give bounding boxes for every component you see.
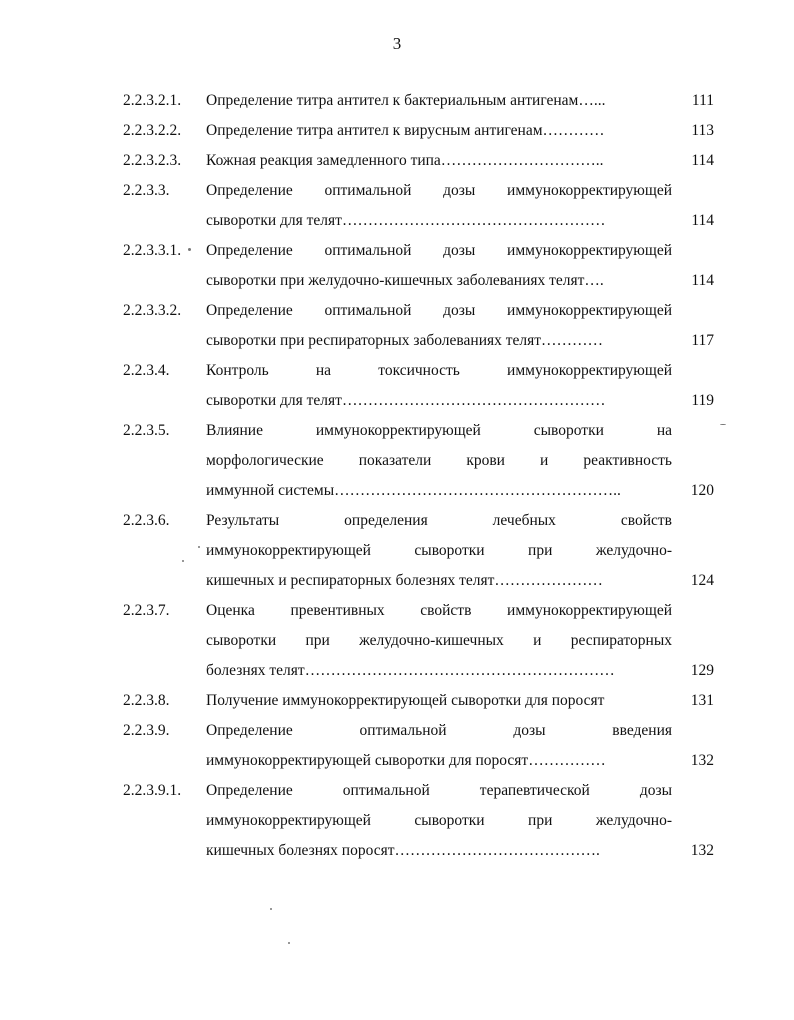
toc-entry-title: Результаты определения лечебных свойств	[206, 512, 672, 529]
toc-entry-line	[206, 326, 714, 356]
toc-entry-page: 117	[691, 332, 714, 349]
toc-entry-title: иммунной системы………………………………………………..	[206, 482, 621, 499]
toc-entry-line	[206, 656, 714, 686]
toc-entry	[0, 116, 794, 146]
page-number: 3	[392, 34, 402, 53]
toc-entry	[0, 596, 794, 686]
scan-speck	[288, 942, 290, 944]
toc-entry-title: иммунокорректирующей сыворотки для поросят……………	[206, 752, 606, 769]
toc-entry-title: Оценка превентивных свойств иммунокорректирующей	[206, 602, 672, 619]
toc-entry-page: 113	[691, 122, 714, 139]
toc-entry	[0, 776, 794, 866]
toc-entry-number: 2.2.3.8.	[123, 692, 170, 709]
toc-entry-title: морфологические показатели крови и реактивность	[206, 452, 672, 469]
toc-entry-title: Контроль на токсичность иммунокорректирующей	[206, 362, 672, 379]
toc-entry	[0, 716, 794, 776]
toc-entry	[0, 416, 794, 506]
toc-entry-line	[206, 86, 714, 116]
toc-entry-number: 2.2.3.5.	[123, 422, 170, 439]
toc-entry-page: 132	[690, 842, 714, 859]
toc-entry-title: болезнях телят……………………………………………………	[206, 662, 615, 679]
toc-entry	[0, 686, 794, 716]
toc-entry-number: 2.2.3.2.2.	[123, 122, 182, 139]
toc-entry-title: Определение титра антител к вирусным антигенам…………	[206, 122, 605, 139]
toc-entry-line	[206, 536, 714, 566]
toc-entry-title: Определение оптимальной терапевтической дозы	[206, 782, 672, 799]
toc-entry-title: кишечных болезнях поросят………………………………….	[206, 842, 600, 859]
toc-entry-line	[206, 386, 714, 416]
toc-entry-line	[206, 146, 714, 176]
toc-entry-title: кишечных и респираторных болезнях телят…………………	[206, 572, 603, 589]
toc-entry-title: Получение иммунокорректирующей сыворотки для поросят	[206, 692, 605, 709]
toc-entry-title: сыворотки при желудочно-кишечных и респираторных	[206, 632, 672, 649]
toc-entry-line	[206, 506, 714, 536]
toc-entry	[0, 176, 794, 236]
toc-entry-page: 120	[690, 482, 714, 499]
toc-entry-title: Определение титра антител к бактериальным антигенам…...	[206, 92, 606, 109]
toc-entry-number: 2.2.3.3.	[123, 182, 170, 199]
toc-entry-title: Определение оптимальной дозы иммунокорректирующей	[206, 302, 672, 319]
toc-entry-line	[206, 446, 714, 476]
toc-entry-title: Определение оптимальной дозы иммунокорректирующей	[206, 242, 672, 259]
toc-entry-number: 2.2.3.9.	[123, 722, 170, 739]
scan-speck	[188, 248, 191, 251]
table-of-contents	[0, 86, 794, 866]
toc-entry-number: 2.2.3.6.	[123, 512, 170, 529]
toc-entry-title: сыворотки для телят……………………………………………	[206, 392, 606, 409]
toc-entry-line	[206, 716, 714, 746]
toc-entry-title: сыворотки при респираторных заболеваниях телят…………	[206, 332, 604, 349]
toc-entry-title: сыворотки при желудочно-кишечных заболеваниях телят….	[206, 272, 604, 289]
toc-entry-line	[206, 296, 714, 326]
toc-entry-number: 2.2.3.2.1.	[123, 92, 182, 109]
scan-speck	[182, 560, 184, 562]
scan-speck	[720, 424, 726, 425]
toc-entry-title: Определение оптимальной дозы иммунокорректирующей	[206, 182, 672, 199]
toc-entry-page: 114	[691, 152, 714, 169]
toc-entry-title: сыворотки для телят……………………………………………	[206, 212, 606, 229]
toc-entry	[0, 506, 794, 596]
toc-entry	[0, 146, 794, 176]
toc-entry-page: 124	[690, 572, 714, 589]
toc-entry-line	[206, 566, 714, 596]
toc-entry-line	[206, 746, 714, 776]
toc-entry-line	[206, 266, 714, 296]
toc-entry	[0, 356, 794, 416]
toc-entry	[0, 236, 794, 296]
toc-entry-number: 2.2.3.2.3.	[123, 152, 182, 169]
toc-entry-line	[206, 116, 714, 146]
scan-speck	[198, 546, 200, 548]
toc-entry-page: 114	[691, 212, 714, 229]
toc-entry-line	[206, 836, 714, 866]
toc-entry-page: 132	[690, 752, 714, 769]
toc-entry-page: 131	[690, 692, 714, 709]
toc-entry	[0, 86, 794, 116]
toc-entry-title: Кожная реакция замедленного типа…………………………..	[206, 152, 604, 169]
toc-entry	[0, 296, 794, 356]
toc-entry-line	[206, 596, 714, 626]
toc-entry-number: 2.2.3.3.1.	[123, 242, 182, 259]
toc-entry-line	[206, 806, 714, 836]
toc-entry-page: 129	[690, 662, 714, 679]
toc-entry-line	[206, 416, 714, 446]
toc-entry-title: Определение оптимальной дозы введения	[206, 722, 672, 739]
toc-entry-page: 111	[691, 92, 714, 109]
toc-entry-line	[206, 626, 714, 656]
toc-entry-page: 114	[691, 272, 714, 289]
toc-entry-line	[206, 176, 714, 206]
toc-entry-number: 2.2.3.7.	[123, 602, 170, 619]
toc-entry-number: 2.2.3.9.1.	[123, 782, 182, 799]
toc-entry-line	[206, 236, 714, 266]
toc-entry-title: Влияние иммунокорректирующей сыворотки на	[206, 422, 672, 439]
toc-entry-line	[206, 476, 714, 506]
toc-entry-line	[206, 776, 714, 806]
toc-entry-page: 119	[691, 392, 714, 409]
toc-entry-title: иммунокорректирующей сыворотки при желудочно-	[206, 542, 672, 559]
toc-entry-line	[206, 356, 714, 386]
toc-entry-number: 2.2.3.4.	[123, 362, 170, 379]
toc-entry-number: 2.2.3.3.2.	[123, 302, 182, 319]
toc-entry-title: иммунокорректирующей сыворотки при желудочно-	[206, 812, 672, 829]
toc-entry-line	[206, 686, 714, 716]
scan-speck	[270, 908, 272, 910]
toc-entry-line	[206, 206, 714, 236]
